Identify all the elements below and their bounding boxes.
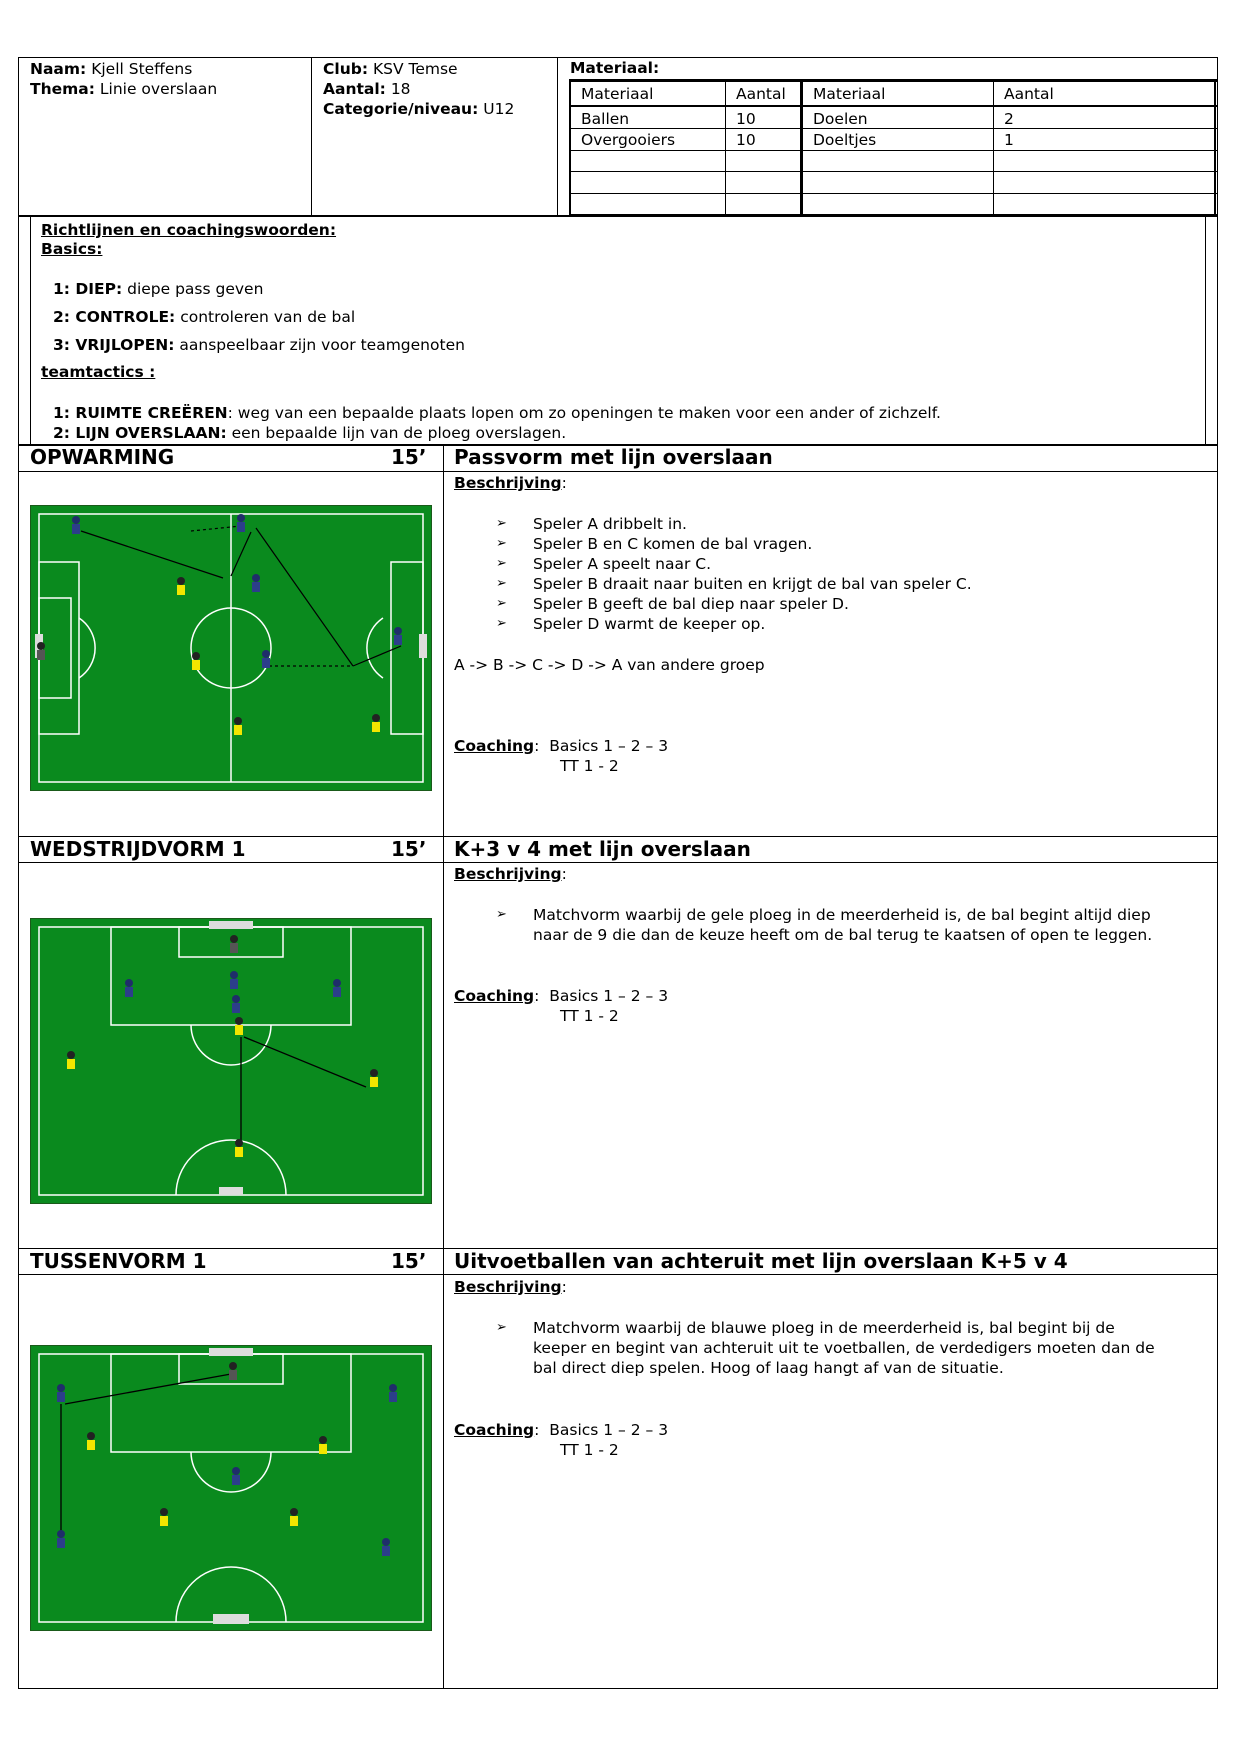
thema-label: Thema: [30, 80, 95, 98]
naam-label: Naam: [30, 60, 87, 78]
beschrijving-row: Beschrijving: [454, 865, 567, 883]
player-icon [37, 514, 402, 735]
categorie-row [323, 99, 514, 119]
player-icon [67, 935, 378, 1157]
mat-cell: 1 [1004, 131, 1014, 149]
coaching-row: Coaching: Basics 1 – 2 – 3 [454, 737, 669, 755]
club-row [323, 59, 458, 79]
basics-item: 1: DIEP: diepe pass geven [53, 280, 264, 298]
naam-value: Kjell Steffens [91, 60, 193, 78]
coaching-row-2: TT 1 - 2 [560, 1007, 619, 1025]
guidelines-title: Richtlijnen en coachingswoorden: [41, 221, 337, 239]
teamtactics-title: teamtactics : [41, 363, 156, 381]
club-value: KSV Temse [372, 60, 458, 78]
section-duration: 15’ [391, 1249, 427, 1273]
mat-cell: 2 [1004, 110, 1014, 128]
bullet-continuation: keeper en begint van achteruit uit te voetballen, de verdedigers moeten dan de [533, 1339, 1155, 1357]
categorie-label: Categorie/niveau: [323, 100, 479, 118]
basics-item: 3: VRIJLOPEN: aanspeelbaar zijn voor teamgenoten [53, 336, 465, 354]
mat-cell: 10 [736, 110, 756, 128]
mat-cell: Overgooiers [581, 131, 676, 149]
section-name: OPWARMING [30, 445, 175, 469]
diagram-tussenvorm [30, 1345, 432, 1631]
teamtactics-item: 2: LIJN OVERSLAAN: een bepaalde lijn van de ploeg overslagen. [53, 424, 567, 442]
section-title: Passvorm met lijn overslaan [454, 445, 773, 469]
basics-title: Basics: [41, 240, 103, 258]
mat-cell: Doelen [813, 110, 868, 128]
club-label: Club: [323, 60, 369, 78]
mat-cell: Ballen [581, 110, 630, 128]
coaching-row: Coaching: Basics 1 – 2 – 3 [454, 987, 669, 1005]
beschrijving-row: Beschrijving: [454, 474, 567, 492]
mat-header-1: Materiaal [581, 85, 654, 103]
materiaal-label: Materiaal: [570, 59, 660, 77]
section-name: TUSSENVORM 1 [30, 1249, 207, 1273]
diagram-wedstrijdvorm [30, 918, 432, 1204]
thema-value: Linie overslaan [99, 80, 218, 98]
sequence-text: A -> B -> C -> D -> A van andere groep [454, 656, 765, 674]
section-title: Uitvoetballen van achteruit met lijn overslaan K+5 v 4 [454, 1249, 1068, 1273]
bullet-continuation: bal direct diep spelen. Hoog of laag hangt af van de situatie. [533, 1359, 1004, 1377]
bullet-continuation: naar de 9 die dan de keuze heeft om de bal terug te kaatsen of open te leggen. [533, 926, 1153, 944]
section-title: K+3 v 4 met lijn overslaan [454, 837, 751, 861]
section-name: WEDSTRIJDVORM 1 [30, 837, 246, 861]
mat-cell: Doeltjes [813, 131, 877, 149]
aantal-label: Aantal: [323, 80, 386, 98]
coaching-row-2: TT 1 - 2 [560, 757, 619, 775]
naam-row [30, 59, 192, 79]
section-duration: 15’ [391, 837, 427, 861]
beschrijving-row: Beschrijving: [454, 1278, 567, 1296]
player-icon [57, 1362, 397, 1556]
diagram-passvorm [30, 505, 432, 791]
aantal-value: 18 [390, 80, 411, 98]
mat-header-2: Aantal [736, 85, 786, 103]
coaching-row-2: TT 1 - 2 [560, 1441, 619, 1459]
aantal-row [323, 79, 411, 99]
mat-header-3: Materiaal [813, 85, 886, 103]
coaching-row: Coaching: Basics 1 – 2 – 3 [454, 1421, 669, 1439]
thema-row [30, 79, 217, 99]
mat-header-4: Aantal [1004, 85, 1054, 103]
basics-item: 2: CONTROLE: controleren van de bal [53, 308, 356, 326]
categorie-value: U12 [483, 100, 515, 118]
section-duration: 15’ [391, 445, 427, 469]
teamtactics-item: 1: RUIMTE CREËREN: weg van een bepaalde plaats lopen om zo openingen te maken voor een ander of zichzelf. [53, 404, 941, 422]
mat-cell: 10 [736, 131, 756, 149]
